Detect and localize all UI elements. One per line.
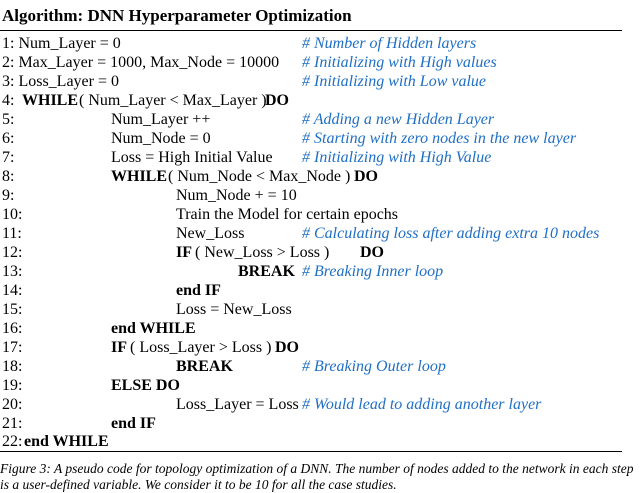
line-number: 11: <box>2 225 22 242</box>
line-7 <box>0 148 640 167</box>
line-code: 1: Num_Layer = 0 <box>2 35 121 52</box>
line-22 <box>0 432 640 451</box>
line-comment: # Breaking Outer loop <box>302 358 446 375</box>
figure-caption: Figure 3: A pseudo code for topology optimization of a DNN. The number of nodes added to the network in each step is a user-defined variable. We consider it to be 10 for all the case studies. <box>0 461 634 492</box>
line-5 <box>0 110 640 129</box>
line-11 <box>0 224 640 243</box>
keyword: end IF <box>176 282 221 299</box>
line-comment: # Calculating loss after adding extra 10 nodes <box>302 225 600 242</box>
line-code: ( New_Loss > Loss ) <box>195 244 330 261</box>
keyword: BREAK <box>176 358 233 375</box>
line-number: 8: <box>2 168 15 185</box>
line-14 <box>0 281 640 300</box>
line-number: 21: <box>2 415 23 432</box>
keyword: DO <box>354 168 378 185</box>
keyword: end WHILE <box>111 320 196 337</box>
line-number: 22: <box>2 433 23 450</box>
keyword: IF <box>176 244 192 261</box>
line-number: 7: <box>2 149 15 166</box>
line-code: 2: Max_Layer = 1000, Max_Node = 10000 <box>2 54 280 71</box>
keyword: DO <box>265 92 289 109</box>
line-6 <box>0 129 640 148</box>
keyword: ELSE DO <box>111 377 180 394</box>
line-number: 14: <box>2 282 23 299</box>
line-4 <box>0 91 640 110</box>
line-number: 17: <box>2 339 23 356</box>
line-code: ( Loss_Layer > Loss ) <box>130 339 272 356</box>
line-1 <box>0 34 640 53</box>
line-number: 5: <box>2 111 15 128</box>
line-19 <box>0 376 640 395</box>
line-code: Loss = New_Loss <box>176 301 292 318</box>
line-comment: # Starting with zero nodes in the new layer <box>302 130 577 147</box>
line-15 <box>0 300 640 319</box>
line-code: Num_Node = 0 <box>111 130 211 147</box>
line-comment: # Initializing with High Value <box>302 149 492 166</box>
keyword: WHILE <box>22 92 79 109</box>
line-number: 13: <box>2 263 23 280</box>
line-number: 6: <box>2 130 15 147</box>
algorithm-title: Algorithm: DNN Hyperparameter Optimization <box>2 6 352 25</box>
line-16 <box>0 319 640 338</box>
line-comment: # Breaking Inner loop <box>302 263 444 280</box>
line-number: 16: <box>2 320 23 337</box>
line-comment: # Would lead to adding another layer <box>302 396 542 413</box>
bottom-rule <box>0 451 622 452</box>
top-rule <box>0 30 622 31</box>
line-21 <box>0 414 640 433</box>
keyword: DO <box>360 244 384 261</box>
line-comment: # Adding a new Hidden Layer <box>302 111 495 128</box>
line-number: 15: <box>2 301 23 318</box>
line-2 <box>0 53 640 72</box>
keyword: BREAK <box>238 263 295 280</box>
line-comment: # Initializing with Low value <box>302 73 487 90</box>
line-code: Num_Node + = 10 <box>176 187 297 204</box>
line-17 <box>0 338 640 357</box>
line-number: 9: <box>2 187 15 204</box>
keyword: DO <box>275 339 299 356</box>
line-3 <box>0 72 640 91</box>
line-20 <box>0 395 640 414</box>
line-8 <box>0 167 640 186</box>
line-number: 12: <box>2 244 23 261</box>
line-code: New_Loss <box>176 225 245 242</box>
line-code: ( Num_Node < Max_Node ) <box>168 168 351 185</box>
line-code: 3: Loss_Layer = 0 <box>2 73 119 90</box>
line-number: 19: <box>2 377 23 394</box>
line-number: 4: <box>2 92 15 109</box>
line-18 <box>0 357 640 376</box>
keyword: IF <box>111 339 127 356</box>
keyword: end IF <box>111 415 156 432</box>
line-code: Loss = High Initial Value <box>111 149 273 166</box>
line-number: 20: <box>2 396 23 413</box>
line-code: Train the Model for certain epochs <box>176 206 399 223</box>
keyword: WHILE <box>111 168 168 185</box>
line-number: 18: <box>2 358 23 375</box>
line-number: 10: <box>2 206 23 223</box>
line-comment: # Number of Hidden layers <box>302 35 477 52</box>
line-10 <box>0 205 640 224</box>
line-code: Num_Layer ++ <box>111 111 211 128</box>
line-12 <box>0 243 640 262</box>
line-code: ( Num_Layer < Max_Layer ) <box>79 92 267 109</box>
line-comment: # Initializing with High values <box>302 54 497 71</box>
line-code: Loss_Layer = Loss <box>176 396 299 413</box>
line-13 <box>0 262 640 281</box>
keyword: end WHILE <box>24 433 109 450</box>
line-9 <box>0 186 640 205</box>
